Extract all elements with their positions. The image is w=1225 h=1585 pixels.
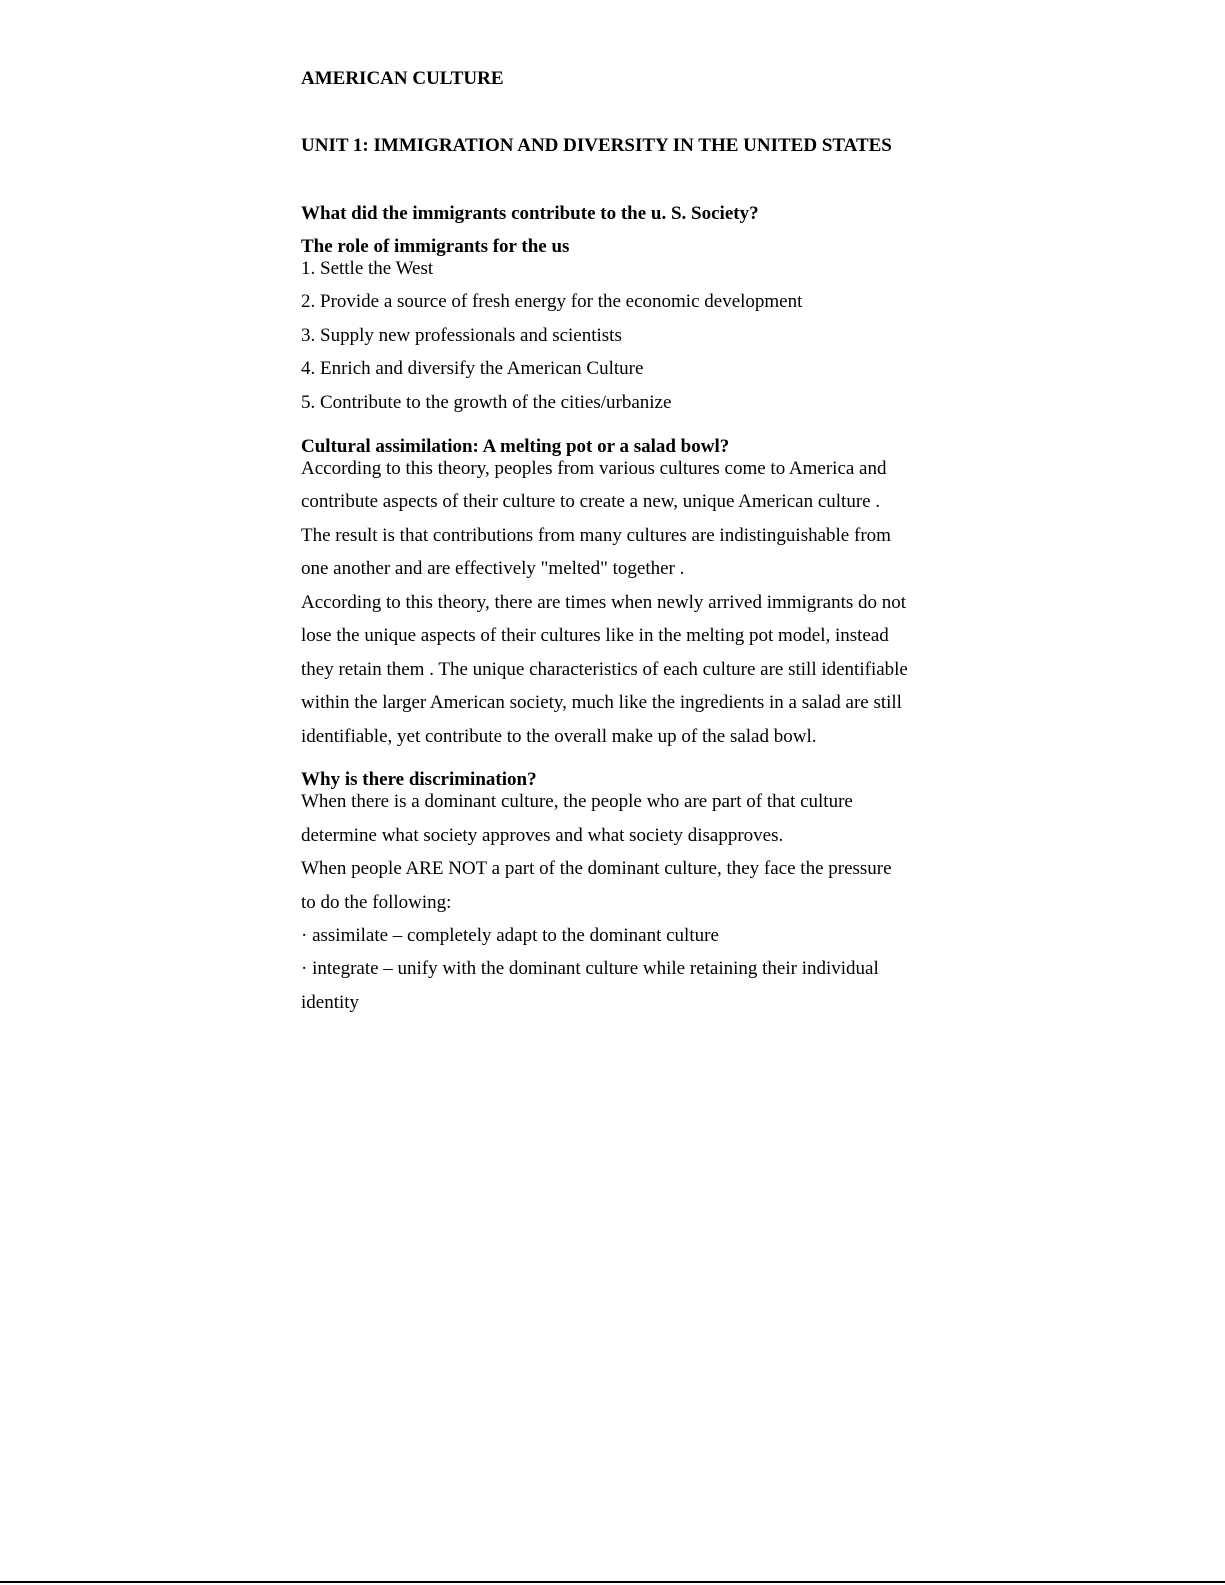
discrimination-line: determine what society approves and what society disapproves. [301,825,784,846]
role-item: 4. Enrich and diversify the American Culture [301,358,644,379]
assimilation-line: According to this theory, peoples from various cultures come to America and [301,458,887,479]
discrimination-heading: Why is there discrimination? [301,769,537,790]
assimilation-line: The result is that contributions from many cultures are indistinguishable from [301,525,891,546]
assimilation-line: According to this theory, there are times when newly arrived immigrants do not [301,592,907,613]
role-item: 5. Contribute to the growth of the cities/urbanize [301,392,672,413]
role-heading: The role of immigrants for the us [301,236,570,257]
discrimination-bullet: · assimilate – completely adapt to the dominant culture [301,925,719,946]
assimilation-line: contribute aspects of their culture to create a new, unique American culture . [301,491,881,512]
assimilation-line: identifiable, yet contribute to the overall make up of the salad bowl. [301,726,817,747]
assimilation-line: one another and are effectively "melted" together . [301,558,685,579]
discrimination-bullet: · integrate – unify with the dominant culture while retaining their individual [301,958,879,979]
assimilation-line: lose the unique aspects of their cultures like in the melting pot model, instead [301,625,889,646]
role-item: 2. Provide a source of fresh energy for the economic development [301,291,803,312]
role-item: 1. Settle the West [301,258,434,279]
discrimination-line: to do the following: [301,892,452,913]
assimilation-line: they retain them . The unique characteristics of each culture are still identifiable [301,659,908,680]
discrimination-line: When people ARE NOT a part of the dominant culture, they face the pressure [301,858,892,879]
discrimination-line: When there is a dominant culture, the people who are part of that culture [301,791,853,812]
question-heading: What did the immigrants contribute to the u. S. Society? [301,203,759,224]
page-bottom-rule [0,1581,1225,1583]
role-item: 3. Supply new professionals and scientists [301,325,622,346]
document-title: AMERICAN CULTURE [301,68,504,89]
assimilation-heading: Cultural assimilation: A melting pot or a salad bowl? [301,436,730,457]
assimilation-line: within the larger American society, much like the ingredients in a salad are still [301,692,902,713]
discrimination-line: identity [301,992,360,1013]
unit-heading: UNIT 1: IMMIGRATION AND DIVERSITY IN THE UNITED STATES [301,135,892,156]
